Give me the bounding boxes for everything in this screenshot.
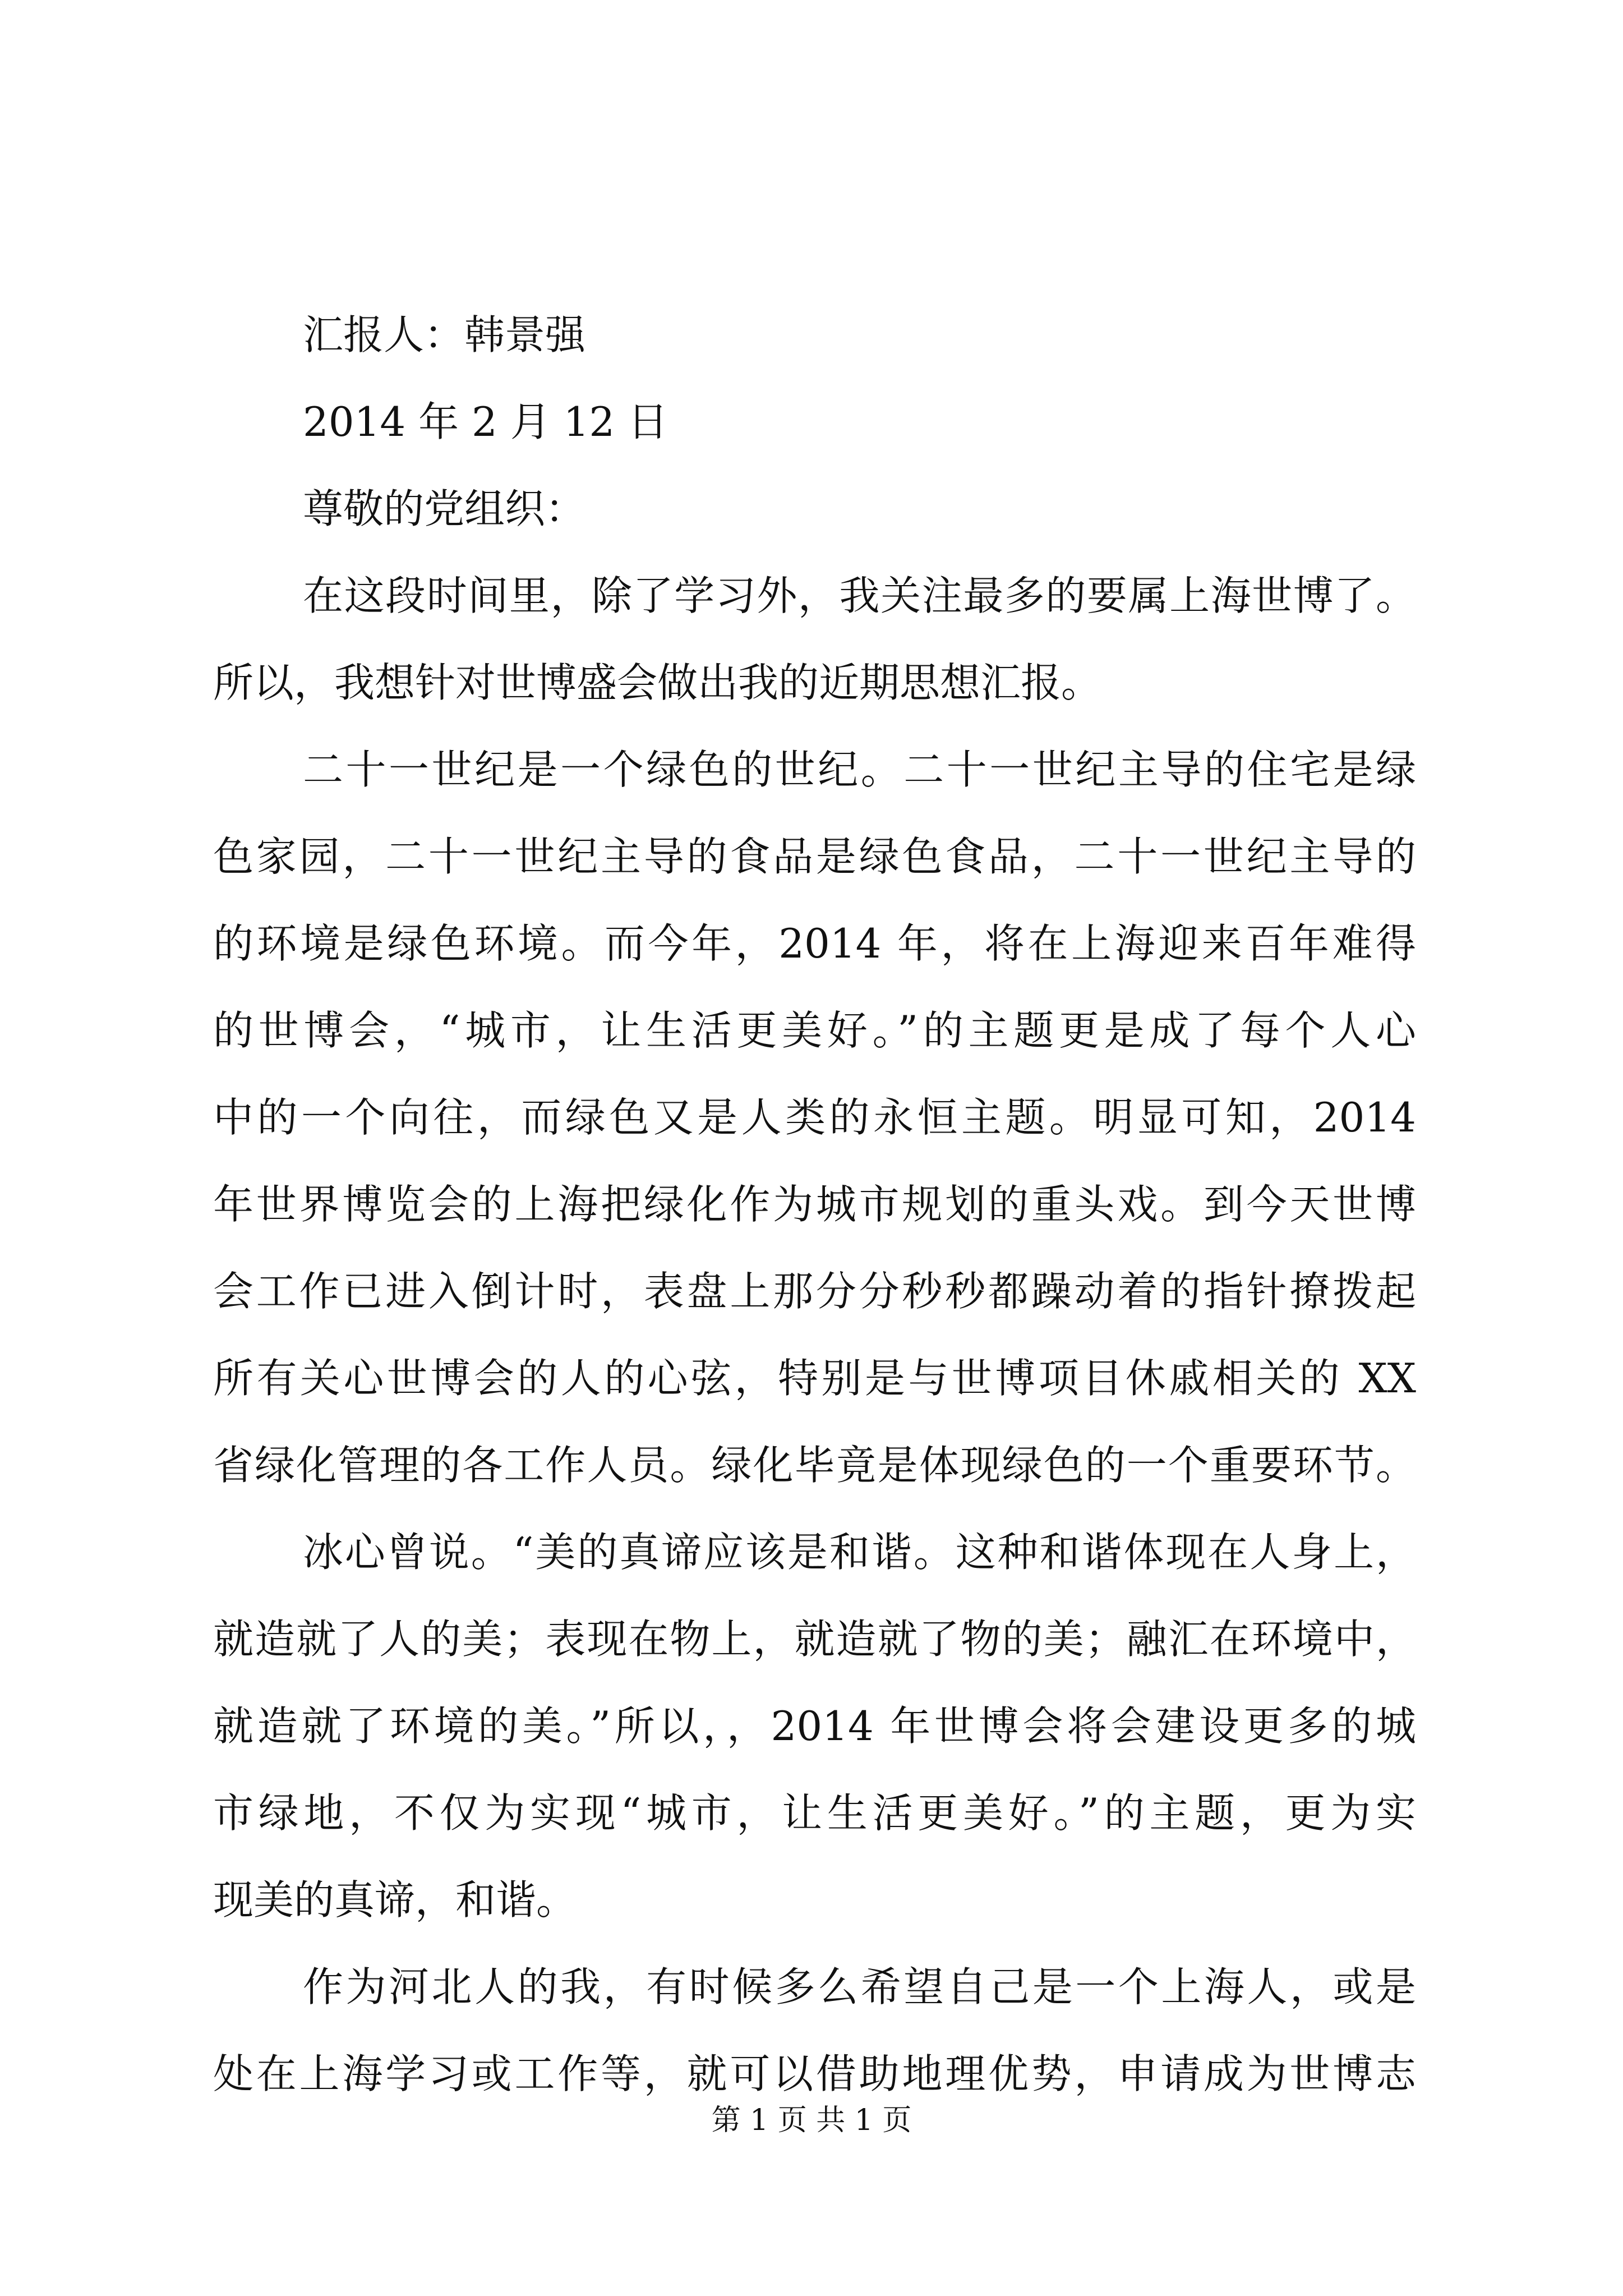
reporter-line: 汇报人：韩景强 (303, 311, 586, 358)
paragraph-line: 省绿化管理的各工作人员。绿化毕竟是体现绿色的一个重要环节。 (213, 1442, 1416, 1489)
paragraph-line: 在这段时间里，除了学习外，我关注最多的要属上海世博了。 (303, 572, 1416, 619)
document-body (213, 292, 1416, 2118)
date-line: 2014 年 2 月 12 日 (303, 398, 668, 445)
paragraph-line: 的世博会，“城市，让生活更美好。”的主题更是成了每个人心 (213, 1007, 1416, 1054)
paragraph-line: 二十一世纪是一个绿色的世纪。二十一世纪主导的住宅是绿 (303, 746, 1416, 793)
paragraph-line: 的环境是绿色环境。而今年，2014 年，将在上海迎来百年难得 (213, 920, 1416, 967)
paragraph-line: 市绿地，不仅为实现“城市，让生活更美好。”的主题，更为实 (213, 1789, 1416, 1837)
paragraph-line: 所以，我想针对世博盛会做出我的近期思想汇报。 (213, 659, 1102, 706)
paragraph-line: 就造就了人的美；表现在物上，就造就了物的美；融汇在环境中， (213, 1616, 1416, 1663)
salutation-line: 尊敬的党组织： (303, 485, 586, 532)
page-footer: 第 1 页 共 1 页 (711, 2104, 912, 2137)
paragraph-line: 年世界博览会的上海把绿化作为城市规划的重头戏。到今天世博 (213, 1181, 1416, 1228)
paragraph-line: 中的一个向往，而绿色又是人类的永恒主题。明显可知，2014 (213, 1094, 1416, 1141)
paragraph-line: 所有关心世博会的人的心弦，特别是与世博项目休戚相关的 XX (213, 1355, 1416, 1402)
paragraph-line: 冰心曾说。“美的真谛应该是和谐。这种和谐体现在人身上， (303, 1529, 1416, 1576)
paragraph-line: 会工作已进入倒计时，表盘上那分分秒秒都躁动着的指针撩拨起 (213, 1268, 1416, 1315)
paragraph-line: 就造就了环境的美。”所以，，2014 年世博会将会建设更多的城 (213, 1703, 1416, 1750)
paragraph-line: 色家园，二十一世纪主导的食品是绿色食品，二十一世纪主导的 (213, 833, 1416, 880)
paragraph-line: 作为河北人的我，有时候多么希望自己是一个上海人，或是 (303, 1963, 1416, 2010)
paragraph-line: 处在上海学习或工作等，就可以借助地理优势，申请成为世博志 (213, 2050, 1416, 2097)
paragraph-line: 现美的真谛，和谐。 (213, 1876, 577, 1924)
